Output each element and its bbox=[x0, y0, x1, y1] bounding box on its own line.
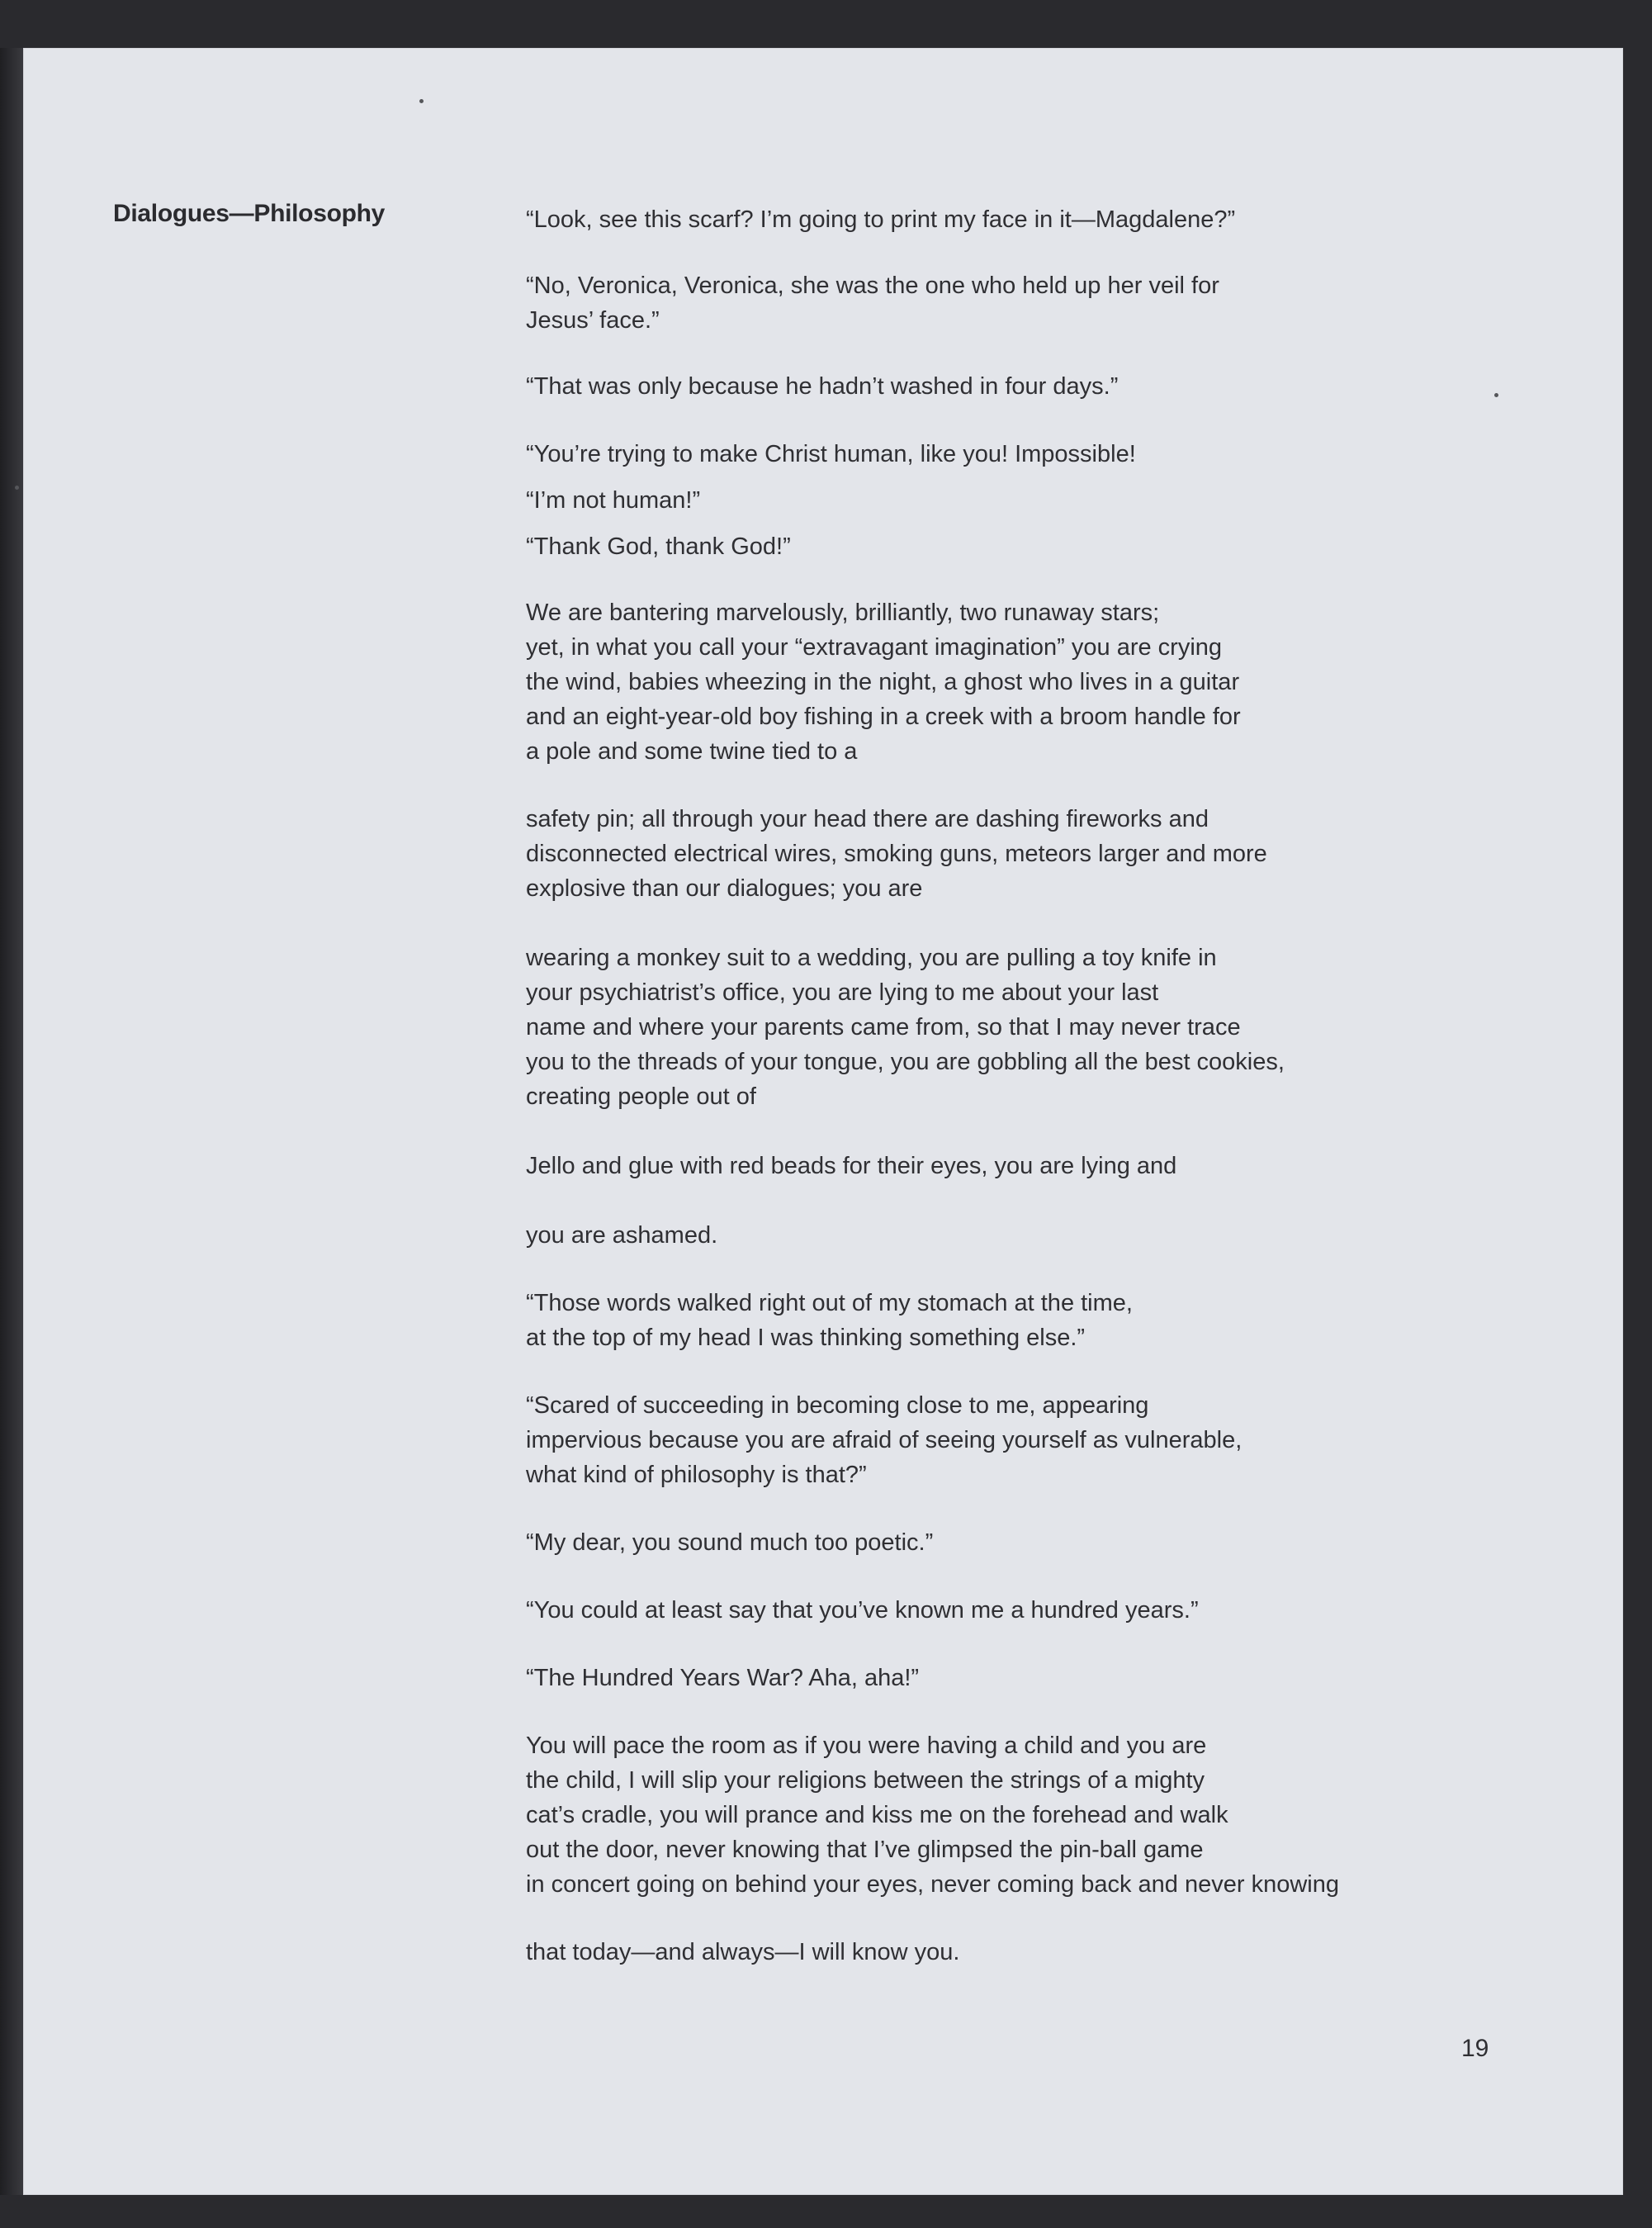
text-line: that today—and always—I will know you. bbox=[526, 1939, 960, 1965]
text-line: a pole and some twine tied to a bbox=[526, 738, 858, 765]
text-line: what kind of philosophy is that?” bbox=[526, 1462, 867, 1488]
paragraph bbox=[526, 941, 1500, 1114]
paragraph bbox=[526, 1593, 1500, 1628]
text-line: wearing a monkey suit to a wedding, you are pulling a toy knife in bbox=[526, 945, 1217, 971]
text-line: “That was only because he hadn’t washed in four days.” bbox=[526, 373, 1119, 400]
paragraph bbox=[526, 802, 1500, 906]
text-line: name and where your parents came from, so that I may never trace bbox=[526, 1014, 1241, 1041]
text-line: Jesus’ face.” bbox=[526, 307, 660, 334]
text-line: You will pace the room as if you were having a child and you are bbox=[526, 1733, 1207, 1759]
paragraph bbox=[526, 268, 1500, 338]
text-line: impervious because you are afraid of seeing yourself as vulnerable, bbox=[526, 1427, 1243, 1453]
text-line: “Those words walked right out of my stomach at the time, bbox=[526, 1290, 1133, 1316]
paragraph bbox=[526, 529, 1500, 564]
text-line: cat’s cradle, you will prance and kiss me on the forehead and walk bbox=[526, 1802, 1228, 1828]
stray-mark bbox=[15, 486, 19, 490]
text-line: the wind, babies wheezing in the night, a ghost who lives in a guitar bbox=[526, 669, 1240, 695]
paragraph bbox=[526, 1286, 1500, 1355]
paragraph bbox=[526, 1525, 1500, 1560]
text-line: “Look, see this scarf? I’m going to print my face in it—Magdalene?” bbox=[526, 206, 1236, 233]
paragraph bbox=[526, 483, 1500, 518]
text-line: “You’re trying to make Christ human, like you! Impossible! bbox=[526, 441, 1136, 467]
text-line: “The Hundred Years War? Aha, aha!” bbox=[526, 1665, 920, 1691]
binding-gutter bbox=[0, 48, 23, 2195]
page-number: 19 bbox=[1461, 2035, 1489, 2062]
text-line: creating people out of bbox=[526, 1083, 756, 1110]
text-line: at the top of my head I was thinking something else.” bbox=[526, 1325, 1086, 1351]
text-line: out the door, never knowing that I’ve glimpsed the pin-ball game bbox=[526, 1837, 1204, 1863]
paragraph bbox=[526, 369, 1500, 404]
text-line: your psychiatrist’s office, you are lying to me about your last bbox=[526, 979, 1159, 1006]
text-line: “Thank God, thank God!” bbox=[526, 533, 791, 560]
text-line: explosive than our dialogues; you are bbox=[526, 875, 923, 902]
text-line: the child, I will slip your religions between the strings of a mighty bbox=[526, 1767, 1205, 1794]
text-line: and an eight-year-old boy fishing in a creek with a broom handle for bbox=[526, 704, 1241, 730]
text-line: “No, Veronica, Veronica, she was the one who held up her veil for bbox=[526, 273, 1219, 299]
paragraph bbox=[526, 595, 1500, 769]
text-line: “My dear, you sound much too poetic.” bbox=[526, 1529, 934, 1556]
text-line: you are ashamed. bbox=[526, 1222, 718, 1249]
paragraph bbox=[526, 1661, 1500, 1695]
text-line: safety pin; all through your head there are dashing fireworks and bbox=[526, 806, 1209, 832]
text-line: We are bantering marvelously, brilliantly, two runaway stars; bbox=[526, 600, 1160, 626]
text-line: “You could at least say that you’ve known me a hundred years.” bbox=[526, 1597, 1199, 1624]
text-line: disconnected electrical wires, smoking guns, meteors larger and more bbox=[526, 841, 1267, 867]
text-line: “I’m not human!” bbox=[526, 487, 701, 514]
paragraph bbox=[526, 1149, 1500, 1183]
paragraph bbox=[526, 1388, 1500, 1492]
stray-mark bbox=[419, 99, 424, 103]
text-line: Jello and glue with red beads for their eyes, you are lying and bbox=[526, 1153, 1177, 1179]
text-line: you to the threads of your tongue, you are gobbling all the best cookies, bbox=[526, 1049, 1285, 1075]
paragraph bbox=[526, 1218, 1500, 1253]
paragraph bbox=[526, 1935, 1500, 1970]
section-title: Dialogues—Philosophy bbox=[113, 200, 386, 227]
paragraph bbox=[526, 202, 1500, 237]
text-line: in concert going on behind your eyes, never coming back and never knowing bbox=[526, 1871, 1339, 1898]
text-line: “Scared of succeeding in becoming close to me, appearing bbox=[526, 1392, 1149, 1419]
paragraph bbox=[526, 437, 1500, 472]
text-line: yet, in what you call your “extravagant imagination” you are crying bbox=[526, 634, 1223, 661]
poem-body bbox=[526, 202, 1500, 1970]
paragraph bbox=[526, 1728, 1500, 1902]
